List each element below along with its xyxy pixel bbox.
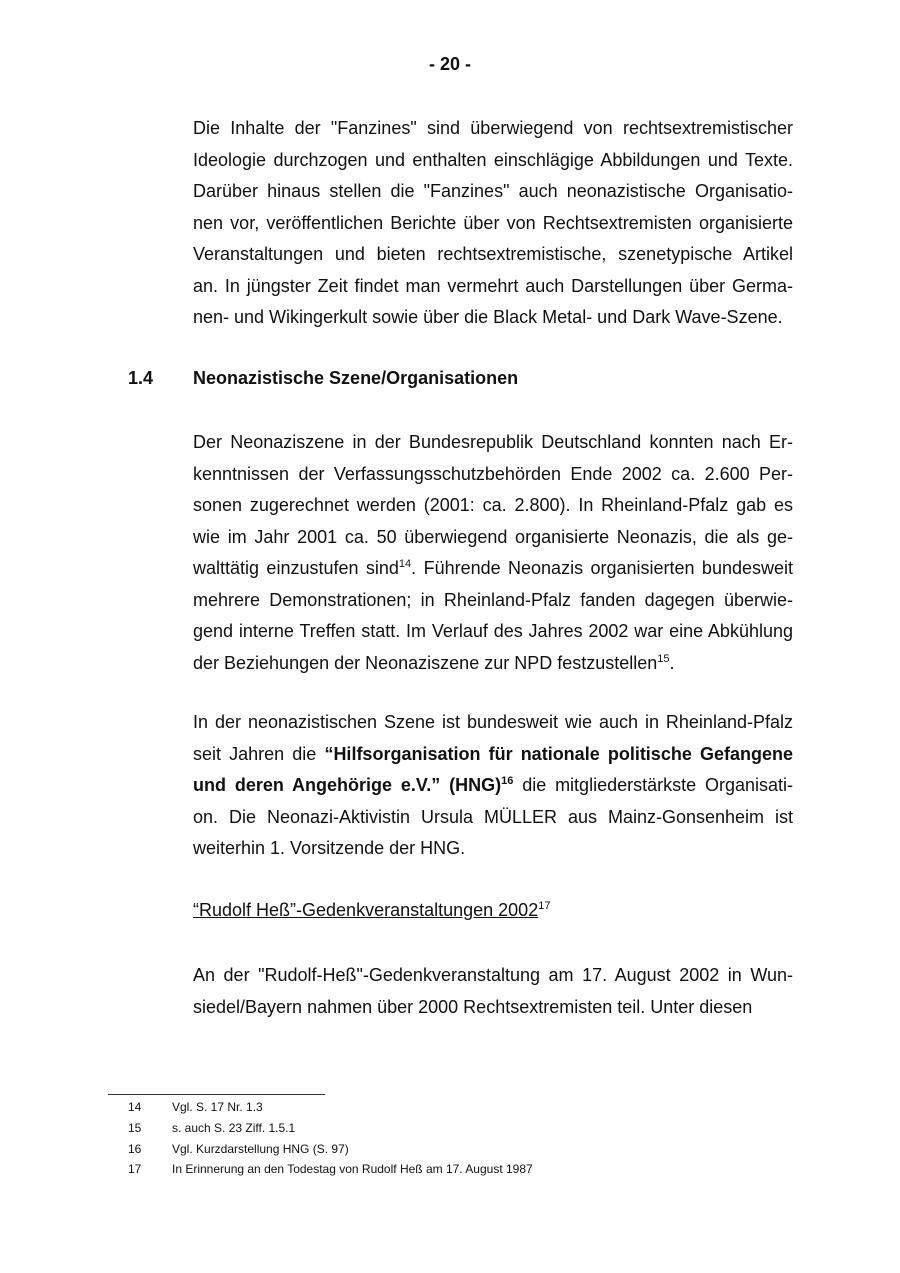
paragraph-fanzines — [193, 113, 793, 334]
text-line — [193, 770, 793, 802]
subheading-hess — [193, 900, 550, 921]
organization-name: “Hilfsorganisation für nationale politische Gefangene — [324, 743, 793, 764]
footnote-text: Vgl. Kurzdarstellung HNG (S. 97) — [172, 1142, 349, 1156]
paragraph-hng — [193, 707, 793, 865]
footnote — [128, 1100, 263, 1114]
footnote-ref: 16 — [501, 775, 514, 787]
footnote-divider — [108, 1094, 325, 1095]
footnote — [128, 1162, 533, 1176]
page-number: - 20 - — [428, 54, 471, 74]
text-run: die mitgliederstärkste Organisati- — [513, 775, 793, 795]
footnote — [128, 1121, 295, 1135]
footnote-text: Vgl. S. 17 Nr. 1.3 — [172, 1100, 263, 1114]
paragraph-neonaziszene — [193, 427, 793, 679]
footnote-ref: 17 — [538, 900, 551, 912]
footnote-number: 17 — [128, 1162, 142, 1176]
text-line — [193, 553, 793, 585]
text-line: Ideologie durchzogen und enthalten einschlägige Abbildungen und Texte. — [193, 149, 793, 170]
footnote-ref: 14 — [398, 558, 412, 570]
text-run: . Führende Neonazis organisierten bundesweit — [411, 558, 793, 578]
footnote — [128, 1142, 349, 1156]
text-line: kenntnissen der Verfassungsschutzbehörden Ende 2002 ca. 2.600 Per- — [193, 463, 793, 484]
text-line — [193, 648, 793, 680]
text-line: nen- und Wikingerkult sowie über die Black Metal- und Dark Wave-Szene. — [193, 307, 783, 327]
footnote-number: 16 — [128, 1142, 142, 1156]
text-run: walttätig einzustufen sind — [193, 558, 399, 578]
text-line: sonen zugerechnet werden (2001: ca. 2.800). In Rheinland-Pfalz gab es — [193, 495, 793, 515]
footnote-number: 15 — [128, 1121, 142, 1135]
organization-name: und deren Angehörige e.V.” (HNG) — [193, 775, 502, 795]
section-number: 1.4 — [128, 368, 154, 388]
text-line: Der Neonaziszene in der Bundesrepublik Deutschland konnten nach Er- — [193, 432, 793, 452]
text-line: weiterhin 1. Vorsitzende der HNG. — [193, 838, 466, 858]
text-line: nen vor, veröffentlichen Berichte über von Rechtsextremisten organisierte — [193, 212, 793, 233]
text-line: In der neonazistischen Szene ist bundesweit wie auch in Rheinland-Pfalz — [193, 712, 793, 732]
subheading-text: “Rudolf Heß”-Gedenkveranstaltungen 2002 — [193, 900, 539, 920]
section-title: Neonazistische Szene/Organisationen — [193, 368, 519, 388]
text-run: seit Jahren die — [193, 743, 325, 764]
footnote-text: In Erinnerung an den Todestag von Rudolf Heß am 17. August 1987 — [172, 1162, 533, 1176]
text-line: gend interne Treffen statt. Im Verlauf des Jahres 2002 war eine Abkühlung — [193, 621, 793, 641]
text-line: an. In jüngster Zeit findet man vermehrt auch Darstellungen über Germa- — [193, 275, 793, 296]
footnote-text: s. auch S. 23 Ziff. 1.5.1 — [172, 1121, 296, 1135]
text-line: Die Inhalte der "Fanzines" sind überwiegend von rechtsextremistischer — [193, 118, 793, 138]
text-line: wie im Jahr 2001 ca. 50 überwiegend organisierte Neonazis, die als ge- — [193, 526, 793, 547]
text-run: der Beziehungen der Neonaziszene zur NPD festzustellen — [193, 652, 658, 673]
text-line: mehrere Demonstrationen; in Rheinland-Pfalz fanden dagegen überwie- — [193, 589, 793, 610]
text-line: on. Die Neonazi-Aktivistin Ursula MÜLLER aus Mainz-Gonsenheim ist — [193, 806, 793, 827]
text-line — [193, 739, 793, 771]
paragraph-wunsiedel — [193, 960, 793, 1023]
text-line: An der "Rudolf-Heß"-Gedenkveranstaltung am 17. August 2002 in Wun- — [193, 965, 793, 985]
footnote-number: 14 — [128, 1100, 142, 1114]
text-line: Darüber hinaus stellen die "Fanzines" auch neonazistische Organisatio- — [193, 181, 793, 201]
text-line: Veranstaltungen und bieten rechtsextremistische, szenetypische Artikel — [193, 244, 793, 264]
text-run: . — [669, 652, 675, 673]
text-line: siedel/Bayern nahmen über 2000 Rechtsextremisten teil. Unter diesen — [193, 996, 753, 1017]
footnote-ref: 15 — [657, 652, 670, 665]
